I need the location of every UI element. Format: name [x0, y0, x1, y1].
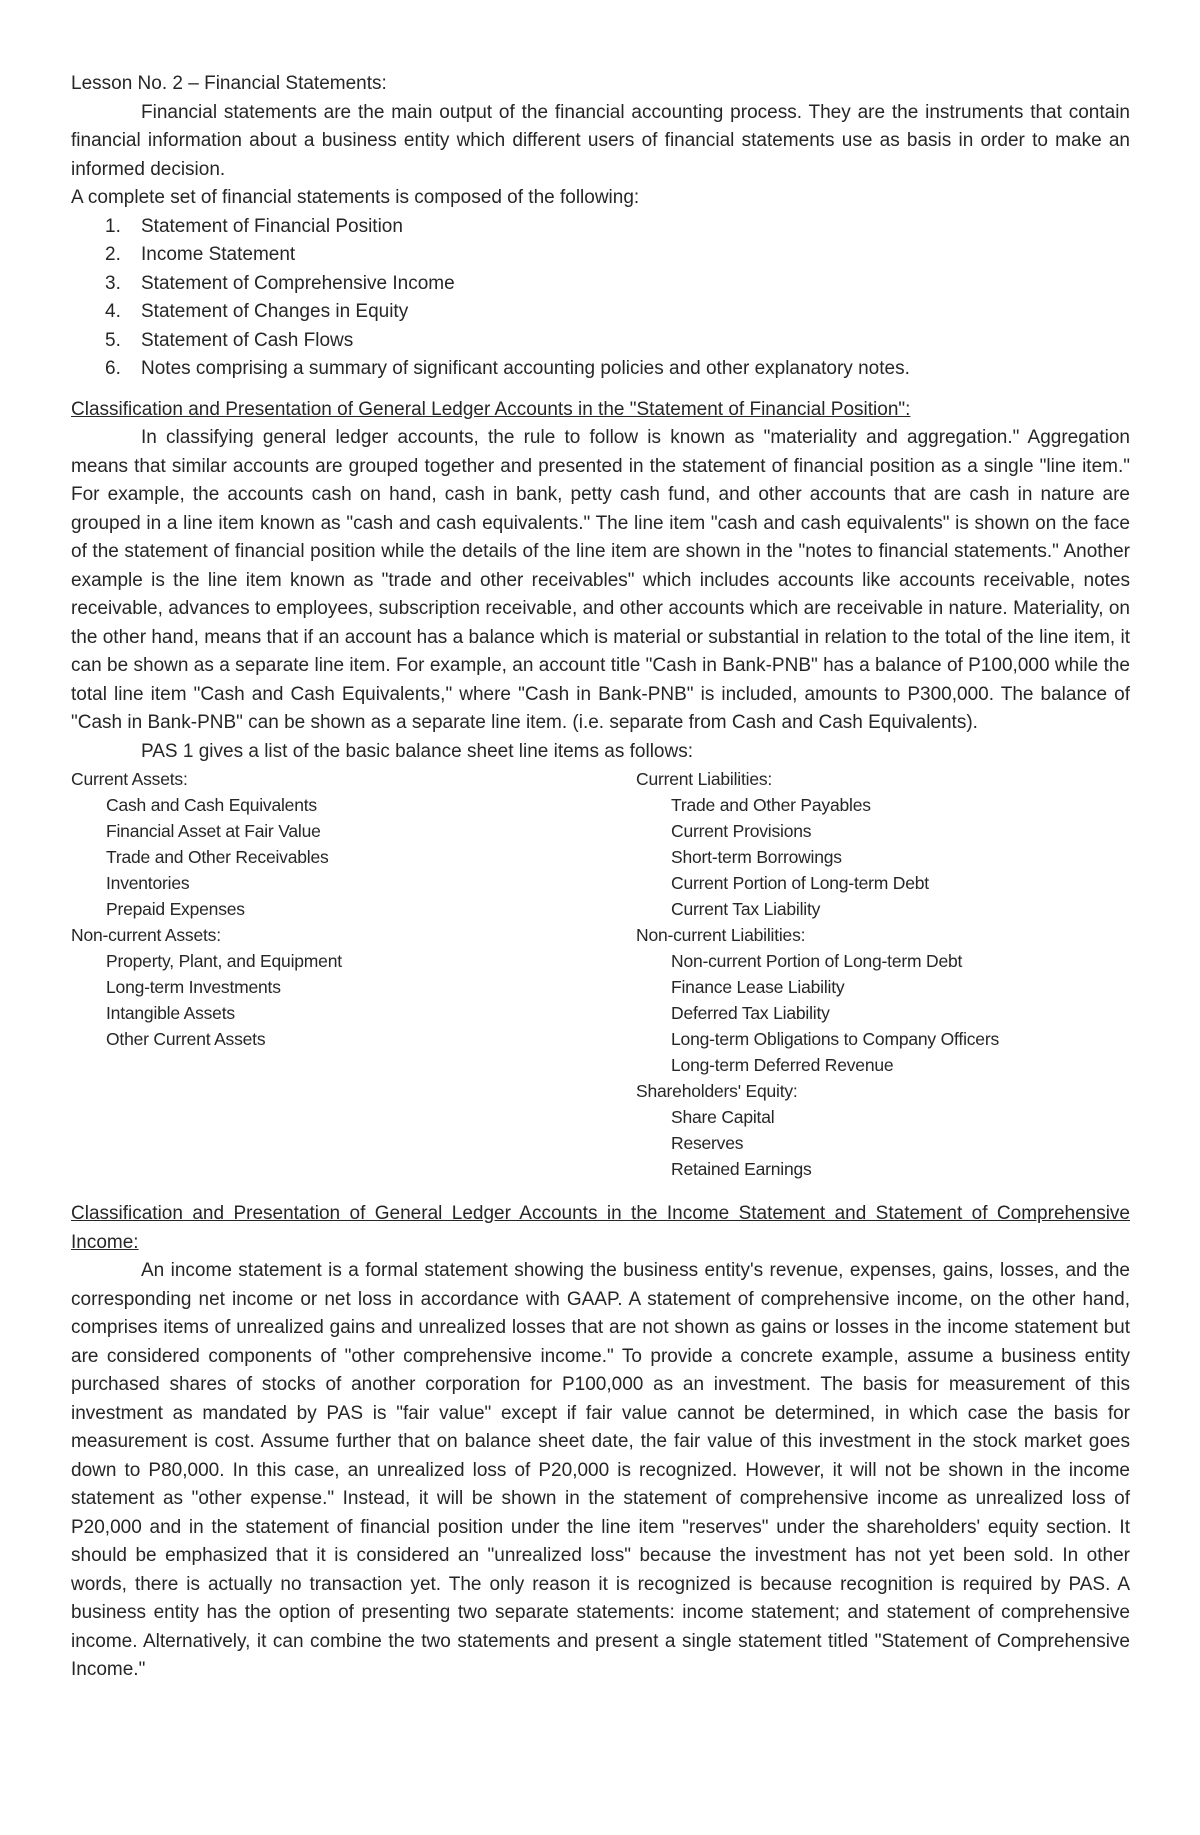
group-title: Non-current Assets:: [71, 925, 221, 945]
section-body-income-statement: An income statement is a formal statement showing the business entity's revenue, expenses, gains, losses, and the corresponding net income or net loss in accordance with GAAP. A statement of comprehensive income, on the other hand, comprises items of unrealized gains and unrealized losses that are not shown as gains or losses in the income statement but are considered components of "other comprehensive income." To provide a concrete example, assume a business entity purchased shares of stocks of another corporation for P100,000 as an investment. The basis for measurement of this investment as mandated by PAS is "fair value" except if fair value cannot be determined, in which case the basis for measurement is cost. Assume further that on balance sheet date, the fair value of this investment in the stock market goes down to P80,000. In this case, an unrealized loss of P20,000 is recognized. However, it will not be shown in the income statement as "other expense." Instead, it will be shown in the statement of comprehensive income as unrealized loss of P20,000 and in the statement of financial position under the line item "reserves" under the shareholders' equity section. It should be emphasized that it is considered an "unrealized loss" because the investment has not yet been sold. In other words, there is actually no transaction yet. The only reason it is recognized is because recognition is required by PAS. A business entity has the option of presenting two separate statements: income statement; and statement of comprehensive income. Alternatively, it can combine the two statements and present a single statement titled "Statement of Comprehensive Income.": [71, 1260, 1130, 1680]
line-item: Long-term Obligations to Company Officers: [671, 1029, 1000, 1049]
list-item: [71, 355, 1130, 384]
list-item: [71, 270, 1130, 299]
section-heading-financial-position: Classification and Presentation of General Ledger Accounts in the "Statement of Financial Position":: [71, 398, 911, 420]
list-text: Notes comprising a summary of significant accounting policies and other explanatory notes.: [141, 358, 910, 379]
line-item: Inventories: [106, 873, 190, 893]
line-item: Short-term Borrowings: [671, 847, 842, 867]
pas-intro: PAS 1 gives a list of the basic balance sheet line items as follows:: [141, 740, 693, 762]
list-item: [71, 298, 1130, 327]
group-title: Current Assets:: [71, 769, 188, 789]
line-item: Reserves: [671, 1133, 744, 1153]
financial-statements-list: [71, 213, 1130, 384]
list-number: 1.: [105, 215, 121, 237]
section-heading-income-statement: Classification and Presentation of General Ledger Accounts in the Income Statement and Statement of Comprehensive Income:: [71, 1203, 1130, 1253]
lesson-title: Lesson No. 2 – Financial Statements:: [71, 73, 387, 94]
line-item: Current Portion of Long-term Debt: [671, 873, 929, 893]
balance-sheet-line-items: [71, 766, 1130, 1182]
list-text: Income Statement: [141, 244, 296, 265]
line-item: Prepaid Expenses: [106, 899, 245, 919]
line-item: Long-term Investments: [106, 977, 281, 997]
line-item: Other Current Assets: [106, 1029, 266, 1049]
line-item: Trade and Other Receivables: [106, 847, 329, 867]
line-item: Finance Lease Liability: [671, 977, 845, 997]
list-text: Statement of Cash Flows: [141, 329, 354, 351]
line-item: Current Provisions: [671, 821, 812, 841]
line-item: Deferred Tax Liability: [671, 1003, 830, 1023]
line-item: Intangible Assets: [106, 1003, 235, 1023]
group-title: Shareholders' Equity:: [636, 1081, 798, 1101]
list-item: [71, 213, 1130, 242]
line-item: Long-term Deferred Revenue: [671, 1055, 894, 1075]
list-text: Statement of Changes in Equity: [141, 301, 409, 322]
group-items: [636, 792, 1130, 922]
line-item: Trade and Other Payables: [671, 795, 871, 815]
liabilities-equity-column: [636, 766, 1130, 1182]
line-item: Property, Plant, and Equipment: [106, 951, 342, 971]
complete-set-intro: A complete set of financial statements is composed of the following:: [71, 187, 640, 208]
group-title: Non-current Liabilities:: [636, 925, 806, 945]
list-number: 2.: [105, 244, 121, 265]
line-item: Current Tax Liability: [671, 899, 821, 919]
group-items: [636, 1104, 1130, 1182]
line-item: Financial Asset at Fair Value: [106, 821, 321, 841]
line-item: Cash and Cash Equivalents: [106, 795, 317, 815]
list-number: 6.: [105, 358, 121, 379]
line-item: Retained Earnings: [671, 1159, 812, 1179]
list-item: [71, 327, 1130, 356]
group-items: [71, 792, 636, 922]
group-title: Current Liabilities:: [636, 769, 773, 789]
list-text: Statement of Financial Position: [141, 215, 403, 237]
intro-paragraph: Financial statements are the main output of the financial accounting process. They are the instruments that contain financial information about a business entity which different users of financial statements use as basis in order to make an informed decision.: [71, 101, 1130, 180]
group-items: [71, 948, 636, 1052]
list-item: [71, 241, 1130, 270]
list-number: 4.: [105, 301, 121, 322]
list-number: 5.: [105, 329, 121, 351]
group-items: [636, 948, 1130, 1078]
assets-column: [71, 766, 636, 1182]
list-number: 3.: [105, 272, 121, 294]
section-body-financial-position: In classifying general ledger accounts, the rule to follow is known as "materiality and aggregation." Aggregation means that similar accounts are grouped together and presented in the statement of financial position as a single "line item." For example, the accounts cash on hand, cash in bank, petty cash fund, and other accounts that are cash in nature are grouped in a line item known as "cash and cash equivalents." The line item "cash and cash equivalents" is shown on the face of the statement of financial position while the details of the line item are shown in the "notes to financial statements." Another example is the line item known as "trade and other receivables" which includes accounts like accounts receivable, notes receivable, advances to employees, subscription receivable, and other accounts which are receivable in nature. Materiality, on the other hand, means that if an account has a balance which is material or substantial in relation to the total of the line item, it can be shown as a separate line item. For example, an account title "Cash in Bank-PNB" has a balance of P100,000 while the total line item "Cash and Cash Equivalents," where "Cash in Bank-PNB" is included, amounts to P300,000. The balance of "Cash in Bank-PNB" can be shown as a separate line item. (i.e. separate from Cash and Cash Equivalents).: [71, 427, 1130, 733]
line-item: Share Capital: [671, 1107, 775, 1127]
line-item: Non-current Portion of Long-term Debt: [671, 951, 963, 971]
list-text: Statement of Comprehensive Income: [141, 272, 455, 294]
